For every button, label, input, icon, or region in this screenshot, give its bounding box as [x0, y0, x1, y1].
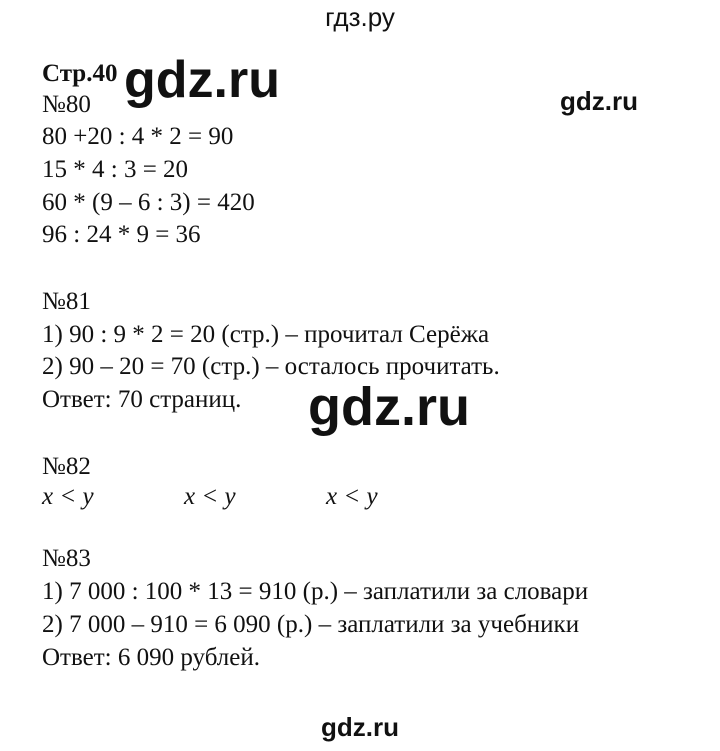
task83-line-1: 1) 7 000 : 100 * 13 = 910 (р.) – заплатили за словари	[42, 578, 589, 605]
task82-comparison-2: x < y	[184, 483, 236, 510]
task81-line-2: 2) 90 – 20 = 70 (стр.) – осталось прочитать.	[42, 353, 500, 380]
watermark-big-top: gdz.ru	[124, 51, 280, 109]
watermark-right: gdz.ru	[560, 86, 638, 116]
task82-comparison-1: x < y	[42, 483, 94, 510]
watermark-top: гдз.ру	[325, 2, 395, 32]
task83-number: №83	[42, 545, 91, 572]
watermark-bottom: gdz.ru	[321, 712, 399, 742]
task81-number: №81	[42, 288, 91, 315]
task80-line-3: 60 * (9 – 6 : 3) = 420	[42, 189, 255, 216]
task83-answer: Ответ: 6 090 рублей.	[42, 644, 260, 671]
task82-number: №82	[42, 453, 91, 480]
page-label: Стр.40	[42, 60, 118, 87]
task80-number: №80	[42, 91, 91, 118]
task81-answer: Ответ: 70 страниц.	[42, 386, 242, 413]
task83-line-2: 2) 7 000 – 910 = 6 090 (р.) – заплатили за учебники	[42, 611, 580, 638]
task80-line-2: 15 * 4 : 3 = 20	[42, 156, 189, 183]
task80-line-1: 80 +20 : 4 * 2 = 90	[42, 123, 234, 150]
task80-line-4: 96 : 24 * 9 = 36	[42, 221, 201, 248]
task82-comparison-3: x < y	[326, 483, 378, 510]
task81-line-1: 1) 90 : 9 * 2 = 20 (стр.) – прочитал Серёжа	[42, 321, 490, 348]
watermark-big-middle: gdz.ru	[308, 377, 470, 437]
